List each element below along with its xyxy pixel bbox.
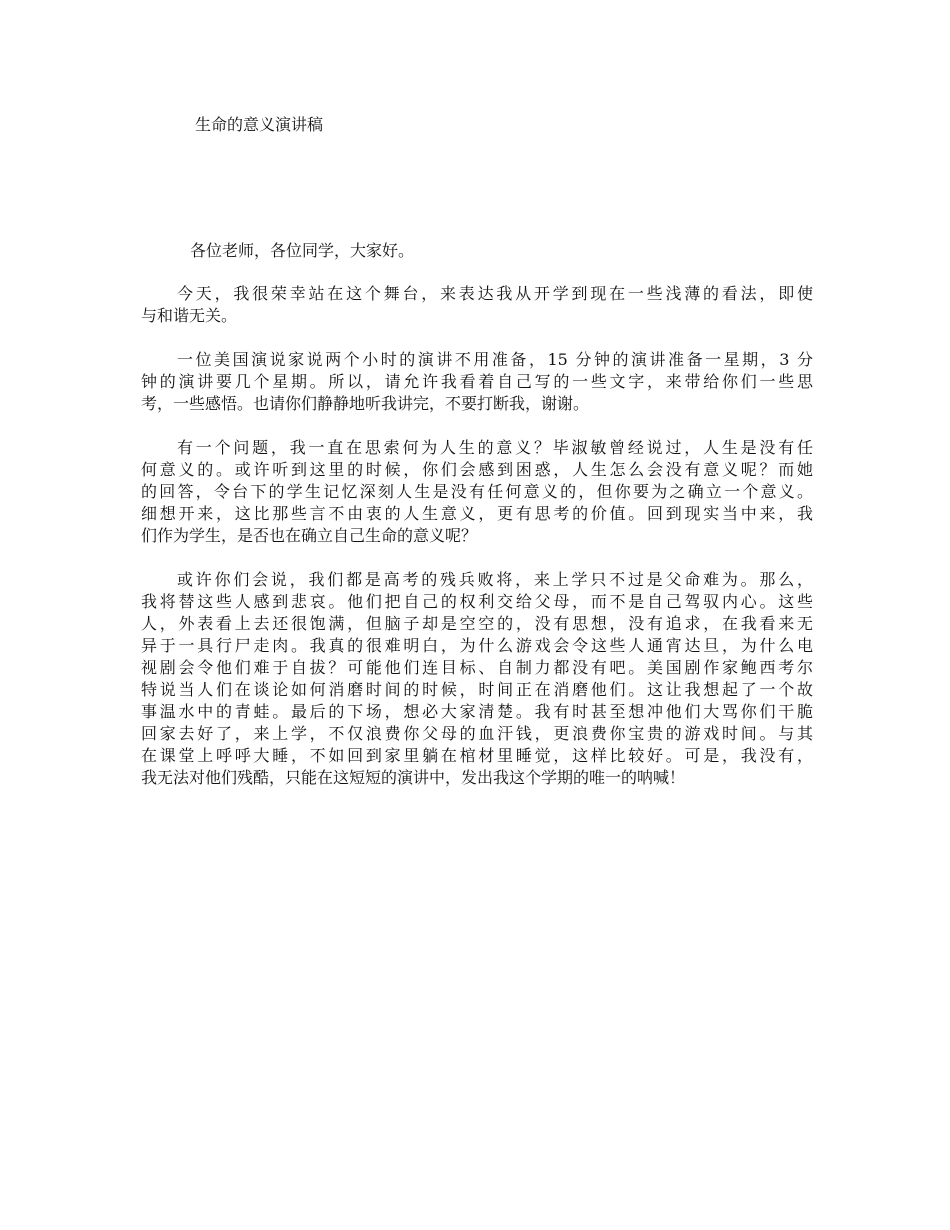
paragraph-line: 何意义的。或许听到这里的时候，你们会感到困惑，人生怎么会没有意义呢？而她 <box>141 460 813 479</box>
paragraph-line: 一位美国演说家说两个小时的演讲不用准备，15 分钟的演讲准备一星期，3 分 <box>177 350 813 369</box>
paragraph-1 <box>141 283 813 327</box>
paragraph-line: 细想开来，这比那些言不由衷的人生意义，更有思考的价值。回到现实当中来，我 <box>141 504 813 523</box>
paragraph-line: 的回答，令台下的学生记忆深刻人生是没有任何意义的，但你要为之确立一个意义。 <box>141 482 813 501</box>
paragraph-line: 事温水中的青蛙。最后的下场，想必大家清楚。我有时甚至想冲他们大骂你们干脆 <box>141 702 813 721</box>
paragraph-line: 人，外表看上去还很饱满，但脑子却是空空的，没有思想，没有追求，在我看来无 <box>141 614 813 633</box>
paragraph-line: 有一个问题，我一直在思索何为人生的意义？毕淑敏曾经说过，人生是没有任 <box>177 438 813 457</box>
paragraph-line: 或许你们会说，我们都是高考的残兵败将，来上学只不过是父命难为。那么， <box>177 570 813 589</box>
paragraph-line: 在课堂上呼呼大睡，不如回到家里躺在棺材里睡觉，这样比较好。可是，我没有， <box>141 746 813 765</box>
paragraph-3 <box>141 437 813 547</box>
document-body <box>141 283 813 811</box>
paragraph-line: 我无法对他们残酷，只能在这短短的演讲中，发出我这个学期的唯一的呐喊！ <box>141 768 686 787</box>
paragraph-2 <box>141 349 813 415</box>
paragraph-line: 们作为学生，是否也在确立自己生命的意义呢？ <box>141 526 478 545</box>
paragraph-4 <box>141 569 813 789</box>
paragraph-line: 视剧会令他们难于自拔？可能他们连目标、自制力都没有吧。美国剧作家鲍西考尔 <box>141 658 813 677</box>
paragraph-line: 回家去好了，来上学，不仅浪费你父母的血汗钱，更浪费你宝贵的游戏时间。与其 <box>141 724 813 743</box>
document-title: 生命的意义演讲稿 <box>195 115 324 134</box>
paragraph-line: 钟的演讲要几个星期。所以，请允许我看着自己写的一些文字，来带给你们一些思 <box>141 372 813 391</box>
paragraph-line: 今天，我很荣幸站在这个舞台，来表达我从开学到现在一些浅薄的看法，即使 <box>177 284 813 303</box>
paragraph-line: 异于一具行尸走肉。我真的很难明白，为什么游戏会令这些人通宵达旦，为什么电 <box>141 636 813 655</box>
greeting-line: 各位老师，各位同学，大家好。 <box>190 241 415 260</box>
paragraph-line: 与和谐无关。 <box>141 306 238 325</box>
paragraph-line: 考，一些感悟。也请你们静静地听我讲完，不要打断我，谢谢。 <box>141 394 590 413</box>
paragraph-line: 特说当人们在谈论如何消磨时间的时候，时间正在消磨他们。这让我想起了一个故 <box>141 680 813 699</box>
paragraph-line: 我将替这些人感到悲哀。他们把自己的权利交给父母，而不是自己驾驭内心。这些 <box>141 592 813 611</box>
